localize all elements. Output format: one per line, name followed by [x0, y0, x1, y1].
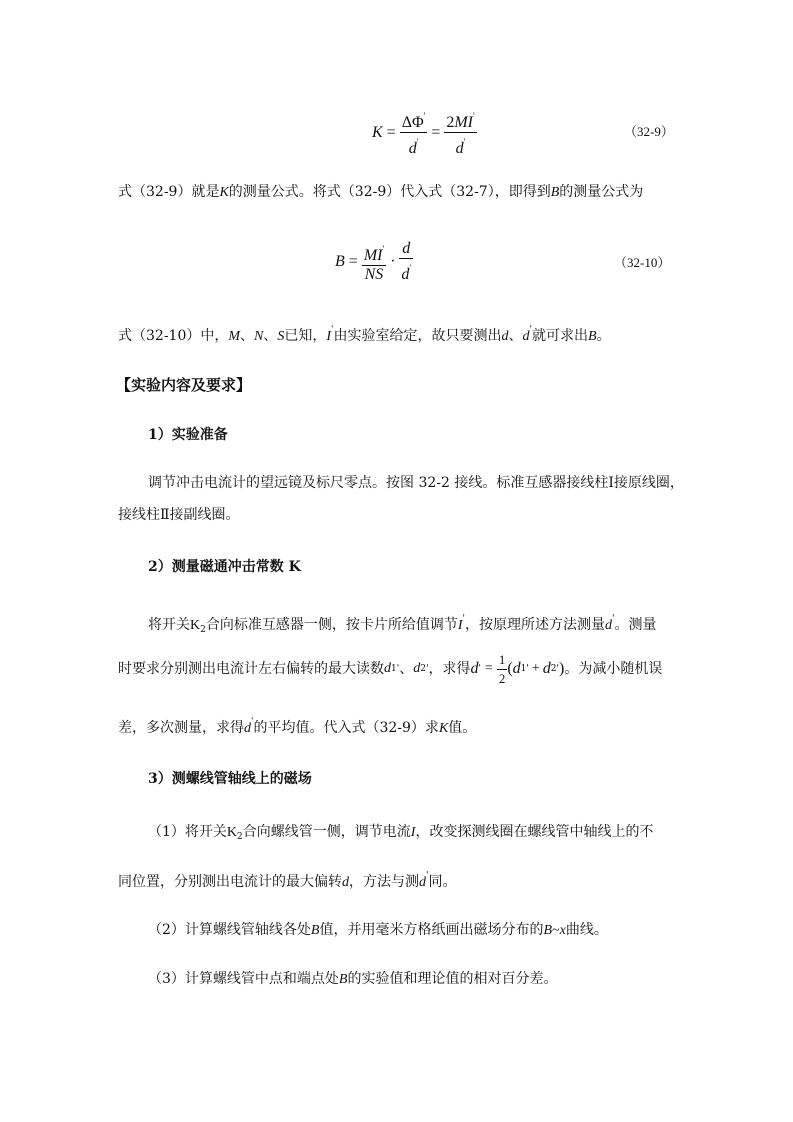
plus-sign: + — [531, 661, 540, 676]
frac-num-coef: 2 — [446, 114, 455, 131]
equation-number-32-9: （32-9） — [624, 124, 674, 139]
subscript: 2 — [420, 664, 426, 674]
subscript: 2 — [237, 832, 243, 842]
fraction-d-over-dprime — [399, 240, 413, 284]
var-b: B — [310, 923, 320, 938]
prime-mark: ' — [425, 664, 429, 674]
paragraph-preparation-line2: 接线柱Ⅱ接副线圈。 — [118, 507, 240, 523]
text-run: 。为减小随机误 — [564, 661, 663, 677]
switch-k: K — [226, 825, 238, 840]
prime-mark: ' — [462, 614, 466, 624]
frac-den-d: d — [455, 140, 464, 157]
prime-mark: ' — [331, 325, 334, 335]
text-run: ，方法与测 — [349, 874, 419, 890]
eq-lhs-k: K — [372, 123, 383, 141]
var-i: I — [410, 825, 416, 840]
var-d-prime: d — [605, 618, 613, 633]
text-run: 的实验值和理论值的相对百分差。 — [347, 971, 558, 987]
fraction-mi-over-ns — [362, 240, 386, 284]
paragraph-known-quantities — [118, 320, 611, 347]
text-run: 同。 — [428, 874, 457, 890]
text-run: （2）计算螺线管轴线各处 — [148, 922, 311, 938]
separator: 、 — [508, 328, 523, 344]
prime-mark: ' — [526, 664, 529, 674]
prime-mark: ' — [409, 263, 412, 273]
prime-mark: ' — [423, 111, 426, 121]
paragraph-solenoid-step1-line1 — [148, 822, 653, 847]
paragraph-solenoid-step1-line2 — [118, 866, 456, 893]
eq-equals-sign: = — [386, 123, 396, 141]
equals-sign: = — [484, 661, 493, 676]
paragraph-solenoid-step2 — [148, 920, 608, 941]
text-run: 同位置，分别测出电流计的最大偏转 — [118, 874, 342, 890]
text-run: 将开关 — [148, 617, 190, 633]
paragraph-solenoid-step3 — [148, 969, 557, 990]
prime-mark: ' — [556, 664, 559, 674]
prime-mark: ' — [426, 871, 429, 881]
eq-equals-sign: = — [348, 253, 358, 270]
text-run: 合向标准互感器一侧，按卡片所给值调节 — [205, 617, 458, 633]
frac-den-d: d — [408, 140, 417, 157]
prime-mark: ' — [416, 137, 419, 147]
prime-mark: ' — [382, 244, 385, 254]
text-run: （3）计算螺线管中点和端点处 — [148, 971, 339, 987]
text-run: 。 — [596, 328, 611, 344]
subsection-title-flux-constant: 2）测量磁通冲击常数 K — [148, 559, 301, 575]
var-i: I — [457, 618, 463, 633]
switch-k: K — [190, 618, 201, 633]
separator: 、 — [240, 328, 255, 344]
prime-mark: ' — [478, 664, 481, 674]
close-paren: ) — [559, 660, 565, 677]
fraction-2mi-over-d — [444, 107, 476, 158]
var-b: B — [588, 329, 597, 344]
var-d1: d — [384, 661, 391, 676]
section-title-experiment-content: 【实验内容及要求】 — [116, 376, 252, 394]
text-run: 式（32-9）就是 — [118, 184, 220, 200]
equation-number-32-10: （32-10） — [614, 255, 671, 270]
text-run: ，按原理所述方法测量 — [465, 617, 606, 633]
open-paren: ( — [507, 660, 513, 677]
frac-num-mi: MI — [363, 247, 383, 264]
fraction-delta-phi-over-d — [400, 107, 428, 158]
text-run: 差，多次测量，求得 — [118, 720, 244, 736]
separator: 、 — [399, 661, 414, 677]
half-num: 1 — [497, 651, 508, 670]
var-d-prime: d — [419, 875, 426, 890]
var-b: B — [550, 185, 560, 200]
half-den: 2 — [498, 670, 506, 686]
frac-den-d: d — [401, 266, 410, 283]
text-run: 值。 — [448, 720, 477, 736]
frac-num-d: d — [399, 240, 413, 259]
prime-mark: ' — [473, 111, 475, 121]
text-run: 的平均值。代入式（32-9）求 — [253, 720, 439, 736]
eq-lhs-b: B — [335, 253, 345, 270]
frac-den-ns: NS — [364, 266, 384, 283]
var-n: N — [254, 329, 264, 344]
equation-32-9 — [372, 107, 477, 158]
fraction-one-half — [497, 651, 508, 688]
equation-32-10 — [335, 240, 413, 284]
prime-mark: ' — [463, 137, 466, 147]
text-run: 。测量 — [614, 617, 657, 633]
eq-dot-operator: · — [390, 253, 396, 270]
paragraph-flux-line2 — [118, 652, 662, 686]
text-run: 由实验室给定，故只要测出 — [333, 328, 502, 344]
subsection-title-preparation: 1）实验准备 — [148, 427, 228, 443]
text-run: 就可求出 — [532, 328, 589, 344]
paragraph-preparation-line1: 调节冲击电流计的望远镜及标尺零点。按图 32-2 接线。标准互感器接线柱Ⅰ接原线圈， — [148, 475, 684, 491]
text-run: 式（32-10）中， — [118, 328, 229, 344]
eq-equals-sign: = — [431, 123, 441, 141]
var-k: K — [438, 721, 449, 736]
var-s: S — [277, 329, 285, 344]
var-d: d — [501, 329, 509, 344]
text-run: 值，并用毫米方格纸画出磁场分布的 — [319, 922, 544, 938]
var-d-prime: d — [522, 329, 530, 344]
text-run: ，改变探测线圈在螺线管中轴线上的不 — [415, 824, 654, 840]
subscript: 2 — [200, 625, 206, 635]
var-k: K — [219, 185, 229, 200]
text-run: （1）将开关 — [148, 824, 227, 840]
separator: 、 — [263, 328, 278, 344]
subscript: 1 — [520, 664, 527, 674]
text-run: ，求得 — [428, 661, 471, 677]
subscript: 2 — [550, 664, 557, 674]
var-b: B — [543, 923, 553, 938]
prime-mark: ' — [251, 717, 254, 727]
text-run: 已知， — [284, 328, 327, 344]
var-d1: d — [512, 660, 521, 677]
text-run: 曲线。 — [565, 922, 608, 938]
text-run: 的测量公式为 — [559, 184, 644, 200]
var-i: I — [326, 329, 332, 344]
text-run: 时要求分别测出电流计左右偏转的最大读数 — [118, 661, 384, 677]
paragraph-flux-line1 — [148, 609, 657, 640]
subsection-title-solenoid-field: 3）测螺线管轴线上的磁场 — [148, 771, 312, 787]
text-run: 的测量公式。将式（32-9）代入式（32-7），即得到 — [228, 184, 551, 200]
var-b: B — [338, 972, 348, 987]
frac-num-mi: MI — [454, 114, 473, 131]
var-d: d — [342, 875, 349, 890]
prime-mark: ' — [396, 664, 400, 674]
paragraph-flux-line3 — [118, 712, 476, 739]
var-x: x — [559, 923, 566, 938]
tilde-sign: ~ — [552, 923, 560, 938]
var-d2: d — [542, 660, 551, 677]
frac-num-delta-phi: ΔΦ — [401, 114, 424, 131]
var-m: M — [228, 329, 241, 344]
subscript: 1 — [391, 664, 397, 674]
prime-mark: ' — [612, 614, 615, 624]
text-run: 合向螺线管一侧，调节电流 — [242, 824, 411, 840]
var-d-prime: d — [244, 721, 251, 736]
prime-mark: ' — [529, 325, 533, 335]
var-d-prime: d — [470, 660, 479, 677]
var-d2: d — [413, 661, 421, 676]
paragraph-formula-intro — [118, 182, 643, 203]
